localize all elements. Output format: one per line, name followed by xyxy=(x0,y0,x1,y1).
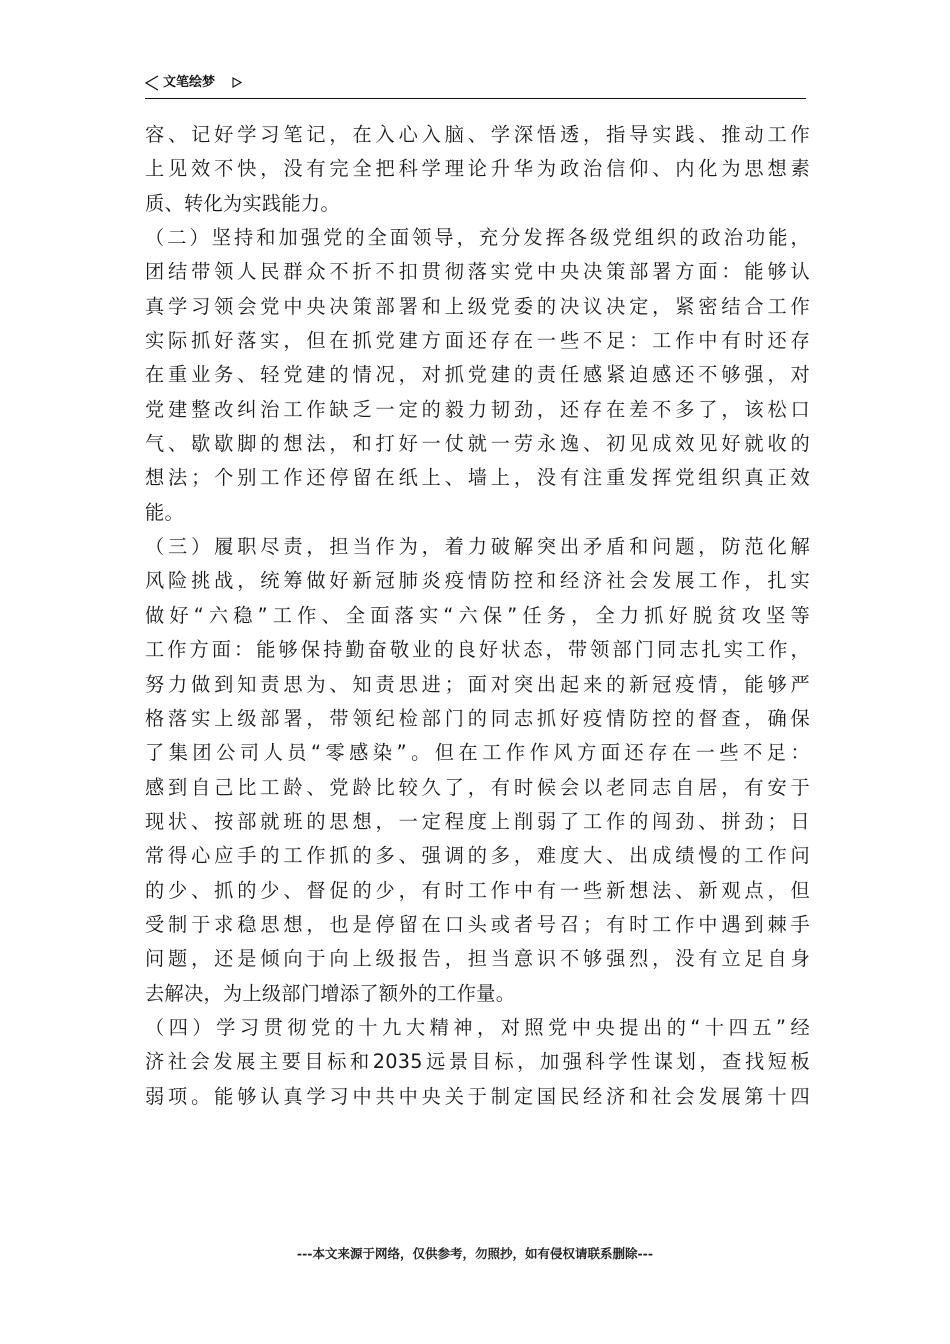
text-line: 做好“六稳”工作、全面落实“六保”任务，全力抓好脱贫攻坚等 xyxy=(145,603,810,627)
text-line: 质、转化为实践能力。 xyxy=(145,191,340,215)
left-triangle-icon xyxy=(145,75,159,91)
text-line: 实际抓好落实，但在抓党建方面还存在一些不足：工作中有时还存 xyxy=(145,329,810,353)
text-line: 格落实上级部署，带领纪检部门的同志抓好疫情防控的督查，确保 xyxy=(145,706,810,730)
text-line: 的少、抓的少、督促的少，有时工作中有一些新想法、新观点，但 xyxy=(145,878,810,902)
text-line: 党建整改纠治工作缺乏一定的毅力韧劲，还存在差不多了，该松口 xyxy=(145,397,810,421)
document-body xyxy=(145,118,810,1114)
header-title: 文笔绘梦 xyxy=(163,75,216,90)
text-line: 弱项。能够认真学习中共中央关于制定国民经济和社会发展第十四 xyxy=(145,1084,810,1108)
text-line: （二）坚持和加强党的全面领导，充分发挥各级党组织的政治功能， xyxy=(145,226,810,250)
text-line: 工作方面：能够保持勤奋敬业的良好状态，带领部门同志扎实工作， xyxy=(145,638,810,662)
text-line: 团结带领人民群众不折不扣贯彻落实党中央决策部署方面：能够认 xyxy=(145,260,810,284)
text-line: （三）履职尽责，担当作为，着力破解突出矛盾和问题，防范化解 xyxy=(145,535,810,559)
page-header xyxy=(145,72,806,99)
right-triangle-icon xyxy=(232,77,242,88)
text-line: 想法；个别工作还停留在纸上、墙上，没有注重发挥党组织真正效 xyxy=(145,466,810,490)
text-line: 去解决，为上级部门增添了额外的工作量。 xyxy=(145,981,516,1005)
text-line: 了集团公司人员“零感染”。但在工作作风方面还存在一些不足： xyxy=(145,741,810,765)
text-line: 努力做到知责思为、知责思进；面对突出起来的新冠疫情，能够严 xyxy=(145,672,810,696)
text-line: 现状、按部就班的思想，一定程度上削弱了工作的闯劲、拼劲；日 xyxy=(145,809,810,833)
text-line: 真学习领会党中央决策部署和上级党委的决议决定，紧密结合工作 xyxy=(145,294,810,318)
text-line: 气、歇歇脚的想法，和打好一仗就一劳永逸、初见成效见好就收的 xyxy=(145,432,810,456)
text-line: 问题，还是倾向于向上级报告，担当意识不够强烈，没有立足自身 xyxy=(145,947,810,971)
text-line: 在重业务、轻党建的情况，对抓党建的责任感紧迫感还不够强，对 xyxy=(145,363,810,387)
text-line: 常得心应手的工作抓的多、强调的多，难度大、出成绩慢的工作问 xyxy=(145,844,810,868)
text-line: 风险挑战，统筹做好新冠肺炎疫情防控和经济社会发展工作，扎实 xyxy=(145,569,810,593)
page-footer: ---本文来源于网络，仅供参考，勿照抄，如有侵权请联系删除--- xyxy=(296,1246,654,1261)
text-line: 容、记好学习笔记，在入心入脑、学深悟透，指导实践、推动工作 xyxy=(145,123,810,146)
text-line: 济社会发展主要目标和2035远景目标，加强科学性谋划，查找短板 xyxy=(145,1050,810,1074)
text-line: 感到自己比工龄、党龄比较久了，有时候会以老同志自居，有安于 xyxy=(145,775,810,799)
text-line: 上见效不快，没有完全把科学理论升华为政治信仰、内化为思想素 xyxy=(145,157,810,181)
text-line: 能。 xyxy=(145,500,184,524)
text-line: 受制于求稳思想，也是停留在口头或者号召；有时工作中遇到棘手 xyxy=(145,912,810,936)
text-line: （四）学习贯彻党的十九大精神，对照党中央提出的“十四五”经 xyxy=(145,1015,810,1039)
